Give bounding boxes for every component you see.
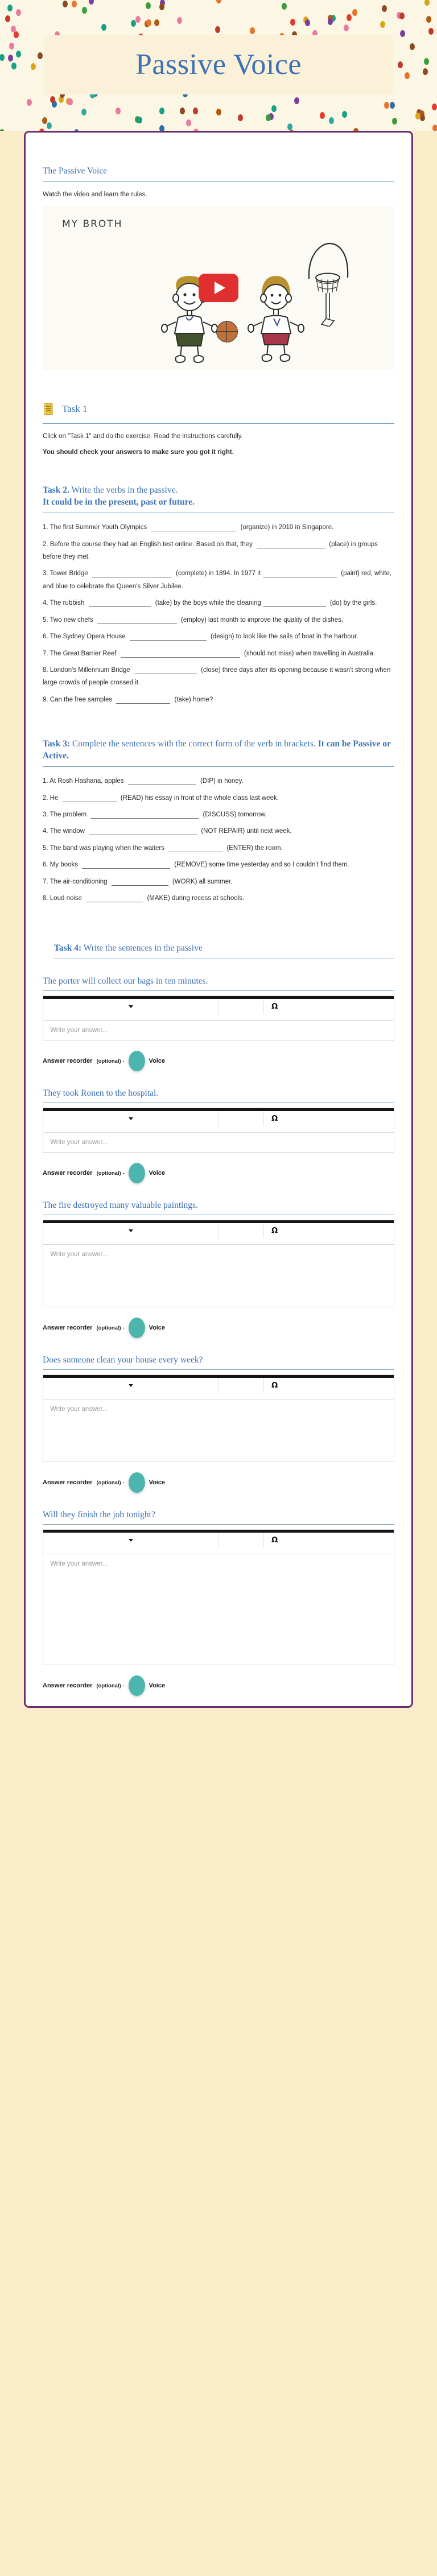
confetti-dot — [405, 72, 410, 79]
confetti-dot — [137, 117, 142, 123]
confetti-dot — [0, 54, 5, 61]
exercise-text-before: 1. The first Summer Youth Olympics — [43, 524, 149, 531]
confetti-dot — [398, 61, 403, 68]
confetti-dot — [432, 125, 437, 131]
play-triangle-icon — [215, 282, 225, 294]
voice-label: Voice — [149, 1324, 166, 1332]
confetti-dot — [400, 30, 405, 37]
answer-question-block — [43, 976, 394, 1071]
answer-recorder-optional-note: (optional) - — [96, 1479, 125, 1486]
task4-header — [54, 940, 394, 959]
exercise-item — [43, 876, 394, 888]
task1-divider — [43, 423, 394, 424]
format-dropdown[interactable] — [43, 1533, 218, 1547]
record-button[interactable] — [129, 1472, 145, 1493]
answer-recorder-row — [43, 1163, 394, 1183]
confetti-dot — [186, 119, 191, 126]
task1-header — [43, 380, 394, 419]
confetti-dot — [68, 98, 73, 105]
answer-question-block — [43, 1088, 394, 1183]
omega-icon: Ω — [271, 1226, 278, 1235]
question-sentence: Will they finish the job tonight? — [43, 1510, 155, 1520]
video-player[interactable] — [43, 206, 394, 370]
answer-blank[interactable] — [89, 600, 151, 607]
editor-toolbar — [43, 1108, 394, 1132]
exercise-item — [43, 521, 394, 534]
task3-exercise-list — [43, 775, 394, 905]
intro-divider — [43, 181, 394, 182]
confetti-dot — [424, 58, 429, 65]
exercise-text-after: (WORK) all summer. — [170, 878, 233, 885]
intro-heading: The Passive Voice — [43, 166, 108, 176]
confetti-dot — [428, 28, 434, 35]
confetti-dot — [380, 21, 385, 28]
exercise-text-before: 1. At Rosh Hashana, apples — [43, 778, 126, 785]
confetti-dot — [215, 26, 220, 33]
task1-title: Task 1 — [62, 403, 88, 414]
special-character-button[interactable] — [264, 1533, 394, 1547]
task2-header — [43, 482, 394, 513]
confetti-dot — [16, 9, 21, 16]
confetti-dot — [423, 68, 428, 75]
confetti-dot — [392, 118, 397, 125]
toolbar-separator-group — [218, 1223, 264, 1238]
exercise-item — [43, 792, 394, 804]
omega-icon: Ω — [271, 1381, 278, 1390]
exercise-text-after: (complete) in 1894. In 1977 it — [174, 570, 261, 577]
exercise-text-after: (REMOVE) some time yesterday and so I couldn't find them. — [172, 861, 349, 869]
answer-recorder-optional-note: (optional) - — [96, 1170, 125, 1176]
format-dropdown[interactable] — [43, 1223, 218, 1238]
answer-editor[interactable] — [43, 1529, 394, 1665]
play-button[interactable] — [199, 274, 238, 302]
voice-label: Voice — [149, 1058, 166, 1065]
confetti-dot — [399, 13, 405, 19]
special-character-button[interactable] — [264, 1223, 394, 1238]
task2-exercise-list — [43, 521, 394, 706]
exercise-item — [43, 892, 394, 905]
exercise-text-after: (organize) in 2010 in Singapore. — [238, 524, 334, 531]
confetti-dot — [81, 109, 86, 115]
answer-blank[interactable] — [134, 667, 197, 674]
video-caption-text: MY BROTH — [62, 218, 123, 230]
task1-instruction-1: Click on "Task 1" and do the exercise. Read the instructions carefully. — [43, 432, 243, 440]
exercise-item — [43, 567, 394, 593]
exercise-text-after: (place) in groups before they met. — [43, 540, 378, 561]
exercise-item — [43, 664, 394, 690]
exercise-text-before: 7. The Great Barrier Reef — [43, 650, 118, 657]
intro-instruction: Watch the video and learn the rules. — [43, 191, 147, 198]
exercise-text-after: (ENTER) the room. — [225, 844, 283, 852]
confetti-dot — [287, 123, 292, 130]
exercise-item — [43, 825, 394, 837]
girl-figure — [248, 270, 304, 366]
exercise-text-before: 8. Loud noise — [43, 895, 84, 902]
question-sentence: The porter will collect our bags in ten minutes. — [43, 976, 208, 986]
exercise-text-after: (do) by the girls. — [328, 600, 377, 607]
format-dropdown[interactable] — [43, 1111, 218, 1126]
voice-label: Voice — [149, 1479, 166, 1487]
confetti-dot — [0, 129, 5, 131]
confetti-dot — [159, 108, 164, 114]
confetti-dot — [193, 108, 198, 114]
answer-blank[interactable] — [112, 878, 168, 886]
answer-question-block — [43, 1355, 394, 1493]
question-sentence: The fire destroyed many valuable paintings. — [43, 1200, 198, 1211]
confetti-dot — [294, 97, 299, 104]
exercise-text-after: (close) three days after its opening because it wasn't strong when large crowds of people crossed it. — [43, 667, 391, 687]
exercise-item — [43, 538, 394, 564]
answer-blank[interactable] — [263, 570, 337, 577]
confetti-dot — [347, 14, 352, 21]
answer-blank[interactable] — [63, 795, 117, 802]
confetti-dot — [238, 114, 243, 121]
confetti-dot — [328, 18, 333, 25]
confetti-dot — [180, 108, 185, 114]
confetti-dot — [7, 5, 13, 11]
confetti-dot — [16, 51, 21, 57]
chevron-down-icon — [129, 1005, 133, 1008]
confetti-dot — [74, 129, 79, 131]
basketball-hoop-icon — [301, 241, 353, 327]
confetti-dot — [5, 15, 10, 22]
chevron-down-icon — [129, 1117, 133, 1120]
answer-blank[interactable] — [89, 828, 197, 835]
answer-blank[interactable] — [90, 811, 199, 819]
confetti-dot — [329, 117, 334, 124]
confetti-dot — [27, 99, 32, 106]
answer-blank[interactable] — [128, 778, 196, 785]
task2-label: Task 2. — [43, 485, 69, 496]
confetti-dot — [82, 7, 87, 14]
task3-label: Task 3: — [43, 739, 71, 749]
toolbar-separator-group — [218, 999, 264, 1014]
confetti-dot — [305, 19, 310, 26]
task4-label: Task 4: — [54, 943, 82, 953]
exercise-item — [43, 842, 394, 854]
confetti-dot — [177, 17, 182, 24]
confetti-dot — [384, 102, 389, 109]
confetti-dot — [432, 104, 437, 110]
voice-label: Voice — [149, 1682, 166, 1690]
answer-input[interactable]: Write your answer... — [43, 1554, 394, 1665]
editor-toolbar — [43, 996, 394, 1020]
task2-heading-rest: Write the verbs in the passive. — [71, 485, 178, 496]
confetti-dot — [135, 16, 141, 23]
toolbar-separator-group — [218, 1378, 264, 1393]
chevron-down-icon — [129, 1229, 133, 1232]
answer-input[interactable]: Write your answer... — [43, 1132, 394, 1152]
exercise-text-after: (design) to look like the sails of boat in the harbour. — [208, 633, 358, 641]
answer-recorder-label: Answer recorder — [43, 1324, 93, 1332]
record-button[interactable] — [129, 1318, 145, 1338]
worksheet-card — [24, 131, 413, 1708]
page-header-banner — [0, 0, 437, 131]
confetti-dot — [290, 19, 295, 26]
exercise-text-after: (should not miss) when travelling in Australia. — [242, 650, 376, 657]
confetti-dot — [146, 2, 151, 9]
answer-editor[interactable] — [43, 1374, 394, 1462]
editor-toolbar — [43, 1530, 394, 1554]
answer-blank[interactable] — [130, 633, 207, 641]
omega-icon: Ω — [271, 1535, 278, 1545]
answer-recorder-optional-note: (optional) - — [96, 1682, 125, 1689]
confetti-dot — [282, 3, 287, 10]
answer-blank[interactable] — [121, 650, 240, 658]
confetti-dot — [39, 129, 44, 131]
confetti-dot — [382, 5, 387, 12]
omega-icon: Ω — [271, 1114, 278, 1123]
confetti-dot — [146, 19, 151, 26]
answer-recorder-row — [43, 1051, 394, 1071]
special-character-button[interactable] — [264, 1111, 394, 1126]
confetti-dot — [159, 3, 164, 10]
title-plate — [44, 35, 393, 94]
answer-blank[interactable] — [86, 895, 143, 902]
record-button[interactable] — [129, 1675, 145, 1696]
exercise-item — [43, 693, 394, 706]
confetti-dot — [352, 9, 357, 16]
exercise-text-before: 4. The window — [43, 828, 87, 835]
answer-blank[interactable] — [151, 524, 236, 531]
confetti-dot — [9, 43, 14, 49]
exercise-item — [43, 808, 394, 821]
special-character-button[interactable] — [264, 1378, 394, 1393]
task3-heading-rest: Complete the sentences with the correct form of the verb in brackets. — [72, 739, 316, 749]
exercise-text-after: (READ) his essay in front of the whole class last week. — [118, 794, 279, 802]
confetti-dot — [426, 16, 431, 23]
confetti-dot — [424, 0, 430, 6]
confetti-dot — [116, 108, 121, 114]
answer-recorder-label: Answer recorder — [43, 1058, 93, 1065]
question-divider — [43, 1524, 394, 1525]
confetti-dot — [320, 112, 325, 119]
answer-input[interactable]: Write your answer... — [43, 1244, 394, 1307]
answer-blank[interactable] — [82, 861, 170, 869]
confetti-dot — [342, 111, 347, 118]
task3-header — [43, 736, 394, 766]
exercise-text-after: (take) home? — [172, 696, 213, 703]
editor-toolbar — [43, 1220, 394, 1244]
omega-icon: Ω — [271, 1002, 278, 1011]
exercise-text-before: 2. Before the course they had an English test online. Based on that, they — [43, 540, 255, 548]
exercise-text-before: 4. The rubbish — [43, 600, 86, 607]
confetti-dot — [101, 24, 106, 31]
special-character-button[interactable] — [264, 999, 394, 1014]
record-button[interactable] — [129, 1051, 145, 1071]
answer-blank[interactable] — [257, 541, 325, 548]
answer-recorder-row — [43, 1472, 394, 1493]
exercise-text-before: 3. The problem — [43, 811, 89, 818]
answer-recorder-optional-note: (optional) - — [96, 1058, 125, 1064]
exercise-item — [43, 858, 394, 871]
answer-input[interactable]: Write your answer... — [43, 1399, 394, 1462]
answer-recorder-row — [43, 1318, 394, 1338]
confetti-dot — [31, 63, 36, 70]
answer-blank[interactable] — [168, 845, 222, 852]
answer-blank[interactable] — [116, 696, 170, 704]
exercise-text-after: (employ) last month to improve the quality of the dishes. — [179, 616, 344, 624]
exercise-item — [43, 630, 394, 643]
answer-editor[interactable] — [43, 1220, 394, 1307]
confetti-dot — [14, 31, 19, 38]
exercise-text-after: (NOT REPAIR) until next week. — [199, 828, 292, 835]
confetti-dot — [72, 1, 77, 7]
card-top-spacer — [26, 133, 411, 163]
exercise-text-after: (MAKE) during recess at schools. — [145, 895, 245, 902]
task4-question-list — [43, 976, 394, 1696]
confetti-dot — [8, 55, 13, 61]
answer-recorder-label: Answer recorder — [43, 1170, 93, 1177]
exercise-text-before: 9. Can the free samples — [43, 696, 114, 703]
notepad-icon — [43, 403, 54, 415]
confetti-dot — [47, 122, 52, 129]
answer-recorder-row — [43, 1675, 394, 1696]
question-sentence: Does someone clean your house every week? — [43, 1355, 203, 1365]
confetti-dot — [154, 19, 159, 26]
exercise-text-before: 5. The band was playing when the waiters — [43, 844, 167, 852]
task2-heading-line2: It could be in the present, past or future. — [43, 497, 195, 507]
confetti-dot — [390, 102, 395, 109]
confetti-dot — [89, 0, 94, 5]
toolbar-separator-group — [218, 1533, 264, 1547]
answer-recorder-optional-note: (optional) - — [96, 1324, 125, 1331]
exercise-text-before: 8. London's Millennium Bridge — [43, 667, 132, 674]
chevron-down-icon — [129, 1384, 133, 1387]
question-divider — [43, 990, 394, 991]
task3-heading-bold: It can be Passive or Active. — [43, 739, 391, 761]
exercise-text-before: 5. Two new chefs — [43, 616, 95, 624]
exercise-text-after: (take) by the boys while the cleaning — [153, 600, 261, 607]
confetti-dot — [38, 52, 43, 59]
question-divider — [43, 1369, 394, 1370]
confetti-dot — [344, 24, 349, 31]
exercise-text-after: (DISCUSS) tomorrow. — [201, 811, 267, 818]
confetti-dot — [410, 43, 415, 50]
answer-blank[interactable] — [263, 600, 326, 607]
exercise-item — [43, 614, 394, 626]
task4-heading-rest: Write the sentences in the passive — [83, 943, 203, 953]
answer-editor[interactable] — [43, 1108, 394, 1153]
confetti-dot — [250, 27, 255, 34]
chevron-down-icon — [129, 1539, 133, 1542]
exercise-text-after: (DIP) in honey. — [198, 778, 244, 785]
answer-recorder-label: Answer recorder — [43, 1479, 93, 1487]
exercise-item — [43, 775, 394, 787]
confetti-dot — [271, 105, 277, 112]
content-wrapper — [0, 131, 437, 1733]
exercise-text-before: 6. My books — [43, 861, 80, 869]
toolbar-separator-group — [218, 1111, 264, 1126]
question-sentence: They took Ronen to the hospital. — [43, 1088, 159, 1099]
confetti-dot — [353, 128, 358, 131]
exercise-text-before: 3. Tower Bridge — [43, 570, 90, 577]
voice-label: Voice — [149, 1170, 166, 1177]
exercise-text-before: 6. The Sydney Opera House — [43, 633, 127, 641]
answer-recorder-label: Answer recorder — [43, 1682, 93, 1690]
format-dropdown[interactable] — [43, 999, 218, 1014]
confetti-dot — [63, 1, 68, 7]
task1-instruction-2: You should check your answers to make sure you got it right. — [43, 448, 234, 456]
exercise-text-before: 2. He — [43, 794, 60, 802]
answer-question-block — [43, 1510, 394, 1696]
answer-editor[interactable] — [43, 996, 394, 1041]
confetti-dot — [216, 109, 221, 115]
answer-blank[interactable] — [97, 617, 177, 624]
confetti-dot — [420, 114, 425, 121]
exercise-text-after: (paint) red, white, and blue to celebrate the Queen's Silver Jubilee. — [43, 570, 392, 590]
exercise-item — [43, 597, 394, 609]
confetti-dot — [216, 0, 221, 3]
confetti-dot — [266, 114, 271, 121]
answer-question-block — [43, 1200, 394, 1338]
exercise-text-before: 7. The air-conditioning — [43, 878, 109, 885]
confetti-dot — [159, 125, 164, 131]
answer-input[interactable]: Write your answer... — [43, 1020, 394, 1040]
page-title: Passive Voice — [135, 48, 302, 81]
editor-toolbar — [43, 1375, 394, 1399]
confetti-dot — [193, 129, 199, 131]
basketball-icon — [216, 321, 238, 342]
confetti-dot — [11, 63, 17, 69]
record-button[interactable] — [129, 1163, 145, 1183]
format-dropdown[interactable] — [43, 1378, 218, 1393]
task3-divider — [43, 766, 394, 767]
answer-blank[interactable] — [92, 570, 172, 577]
exercise-item — [43, 647, 394, 660]
